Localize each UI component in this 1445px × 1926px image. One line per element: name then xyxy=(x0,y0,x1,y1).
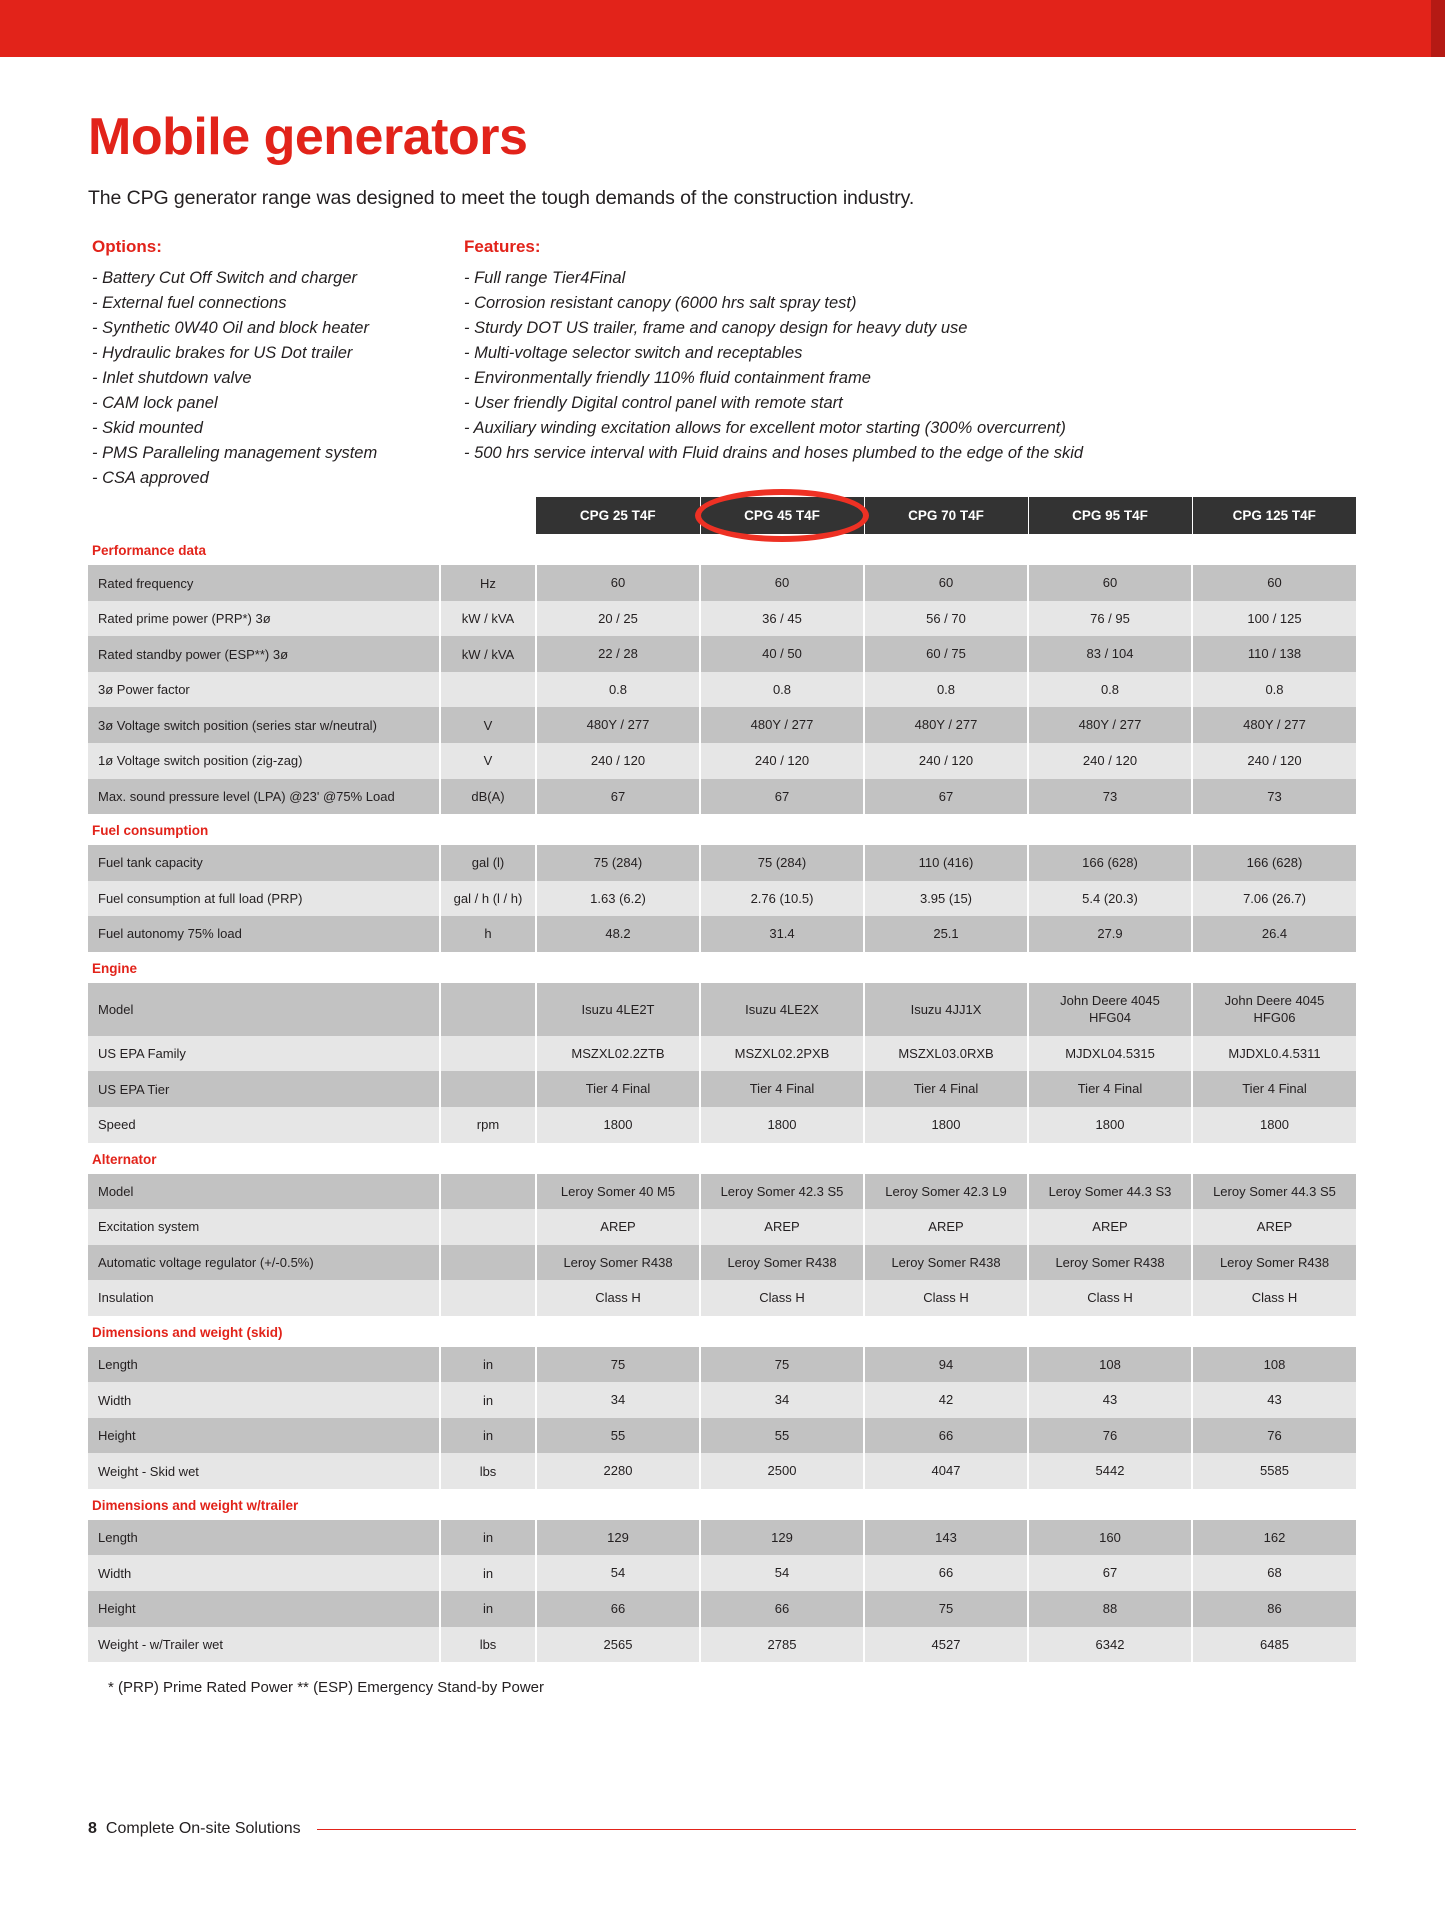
row-unit: in xyxy=(440,1347,536,1383)
row-unit: in xyxy=(440,1555,536,1591)
feature-item: - Sturdy DOT US trailer, frame and canopy design for heavy duty use xyxy=(464,318,968,337)
row-unit: rpm xyxy=(440,1107,536,1143)
table-section-row xyxy=(88,1489,1356,1520)
row-label: 3ø Power factor xyxy=(88,672,440,708)
row-value: MSZXL03.0RXB xyxy=(864,1036,1028,1072)
table-row xyxy=(88,1418,1356,1454)
feature-item: - Auxiliary winding excitation allows for excellent motor starting (300% overcurrent) xyxy=(464,419,1066,438)
row-value: 68 xyxy=(1192,1555,1356,1591)
row-value: Leroy Somer 44.3 S3 xyxy=(1028,1174,1192,1210)
row-label: Excitation system xyxy=(88,1209,440,1245)
row-value: 129 xyxy=(536,1520,700,1556)
row-label: Height xyxy=(88,1591,440,1627)
row-value: 0.8 xyxy=(1192,672,1356,708)
model-column-header: CPG 95 T4F xyxy=(1028,497,1192,534)
row-value: 1800 xyxy=(1192,1107,1356,1143)
feature-item: - 500 hrs service interval with Fluid drains and hoses plumbed to the edge of the skid xyxy=(464,444,1084,463)
row-value: 162 xyxy=(1192,1520,1356,1556)
row-value: AREP xyxy=(1192,1209,1356,1245)
row-label: 3ø Voltage switch position (series star w/neutral) xyxy=(88,707,440,743)
row-label: Weight - Skid wet xyxy=(88,1453,440,1489)
table-row xyxy=(88,1347,1356,1383)
row-label: Model xyxy=(88,1174,440,1210)
row-value: 94 xyxy=(864,1347,1028,1383)
row-value: 7.06 (26.7) xyxy=(1192,881,1356,917)
row-unit: lbs xyxy=(440,1627,536,1663)
row-value: AREP xyxy=(1028,1209,1192,1245)
row-value: 86 xyxy=(1192,1591,1356,1627)
row-value: 480Y / 277 xyxy=(700,707,864,743)
row-unit xyxy=(440,983,536,1036)
row-value: 166 (628) xyxy=(1028,845,1192,881)
row-value: 60 xyxy=(536,565,700,601)
row-value: 55 xyxy=(536,1418,700,1454)
row-label: Insulation xyxy=(88,1280,440,1316)
table-row xyxy=(88,1209,1356,1245)
model-column-header: CPG 125 T4F xyxy=(1192,497,1356,534)
model-column-header: CPG 45 T4F xyxy=(700,497,864,534)
row-value: 480Y / 277 xyxy=(864,707,1028,743)
table-row xyxy=(88,601,1356,637)
option-item: - Hydraulic brakes for US Dot trailer xyxy=(92,343,353,362)
row-value: 1.63 (6.2) xyxy=(536,881,700,917)
table-row xyxy=(88,779,1356,815)
row-label: Model xyxy=(88,983,440,1036)
page-number: 8 xyxy=(88,1820,97,1837)
features-column xyxy=(460,237,1340,492)
row-value: Leroy Somer R438 xyxy=(536,1245,700,1281)
row-value: AREP xyxy=(700,1209,864,1245)
row-unit xyxy=(440,1209,536,1245)
row-value: 1800 xyxy=(1028,1107,1192,1143)
row-label: Fuel autonomy 75% load xyxy=(88,916,440,952)
row-label: US EPA Family xyxy=(88,1036,440,1072)
section-label: Dimensions and weight (skid) xyxy=(88,1316,1356,1347)
feature-item: - Full range Tier4Final xyxy=(464,268,626,287)
section-label: Engine xyxy=(88,952,1356,983)
table-row xyxy=(88,1071,1356,1107)
row-value: 60 xyxy=(864,565,1028,601)
row-value: Tier 4 Final xyxy=(864,1071,1028,1107)
row-label: Speed xyxy=(88,1107,440,1143)
row-unit: gal (l) xyxy=(440,845,536,881)
row-value: 67 xyxy=(864,779,1028,815)
row-value: 75 xyxy=(536,1347,700,1383)
row-value: 67 xyxy=(700,779,864,815)
row-unit xyxy=(440,1071,536,1107)
row-unit: kW / kVA xyxy=(440,636,536,672)
row-value: Class H xyxy=(1192,1280,1356,1316)
row-value: 4047 xyxy=(864,1453,1028,1489)
row-value: 240 / 120 xyxy=(1028,743,1192,779)
row-value: 2.76 (10.5) xyxy=(700,881,864,917)
features-heading: Features: xyxy=(464,236,541,256)
table-footnote: * (PRP) Prime Rated Power ** (ESP) Emergency Stand-by Power xyxy=(108,1679,544,1697)
row-value: 240 / 120 xyxy=(700,743,864,779)
row-value: 54 xyxy=(536,1555,700,1591)
row-unit: Hz xyxy=(440,565,536,601)
row-value: 6485 xyxy=(1192,1627,1356,1663)
table-row xyxy=(88,672,1356,708)
row-unit xyxy=(440,672,536,708)
row-label: Width xyxy=(88,1555,440,1591)
row-value: 36 / 45 xyxy=(700,601,864,637)
row-value: 20 / 25 xyxy=(536,601,700,637)
feature-item: - User friendly Digital control panel with remote start xyxy=(464,393,843,412)
table-section-row xyxy=(88,534,1356,565)
row-value: 66 xyxy=(864,1555,1028,1591)
row-value: Leroy Somer R438 xyxy=(700,1245,864,1281)
row-value: 1800 xyxy=(700,1107,864,1143)
row-unit: V xyxy=(440,707,536,743)
section-label: Fuel consumption xyxy=(88,814,1356,845)
row-value: 31.4 xyxy=(700,916,864,952)
table-row xyxy=(88,881,1356,917)
row-value: 73 xyxy=(1192,779,1356,815)
row-value: Class H xyxy=(536,1280,700,1316)
option-item: - External fuel connections xyxy=(92,293,287,312)
row-value: 1800 xyxy=(864,1107,1028,1143)
row-value: 2565 xyxy=(536,1627,700,1663)
row-label: Width xyxy=(88,1382,440,1418)
row-unit: gal / h (l / h) xyxy=(440,881,536,917)
row-value: 2280 xyxy=(536,1453,700,1489)
row-value: 48.2 xyxy=(536,916,700,952)
row-label: 1ø Voltage switch position (zig-zag) xyxy=(88,743,440,779)
row-value: Class H xyxy=(700,1280,864,1316)
table-row xyxy=(88,1280,1356,1316)
row-value: 60 xyxy=(700,565,864,601)
row-value: 42 xyxy=(864,1382,1028,1418)
row-label: Rated frequency xyxy=(88,565,440,601)
features-list xyxy=(460,266,1340,467)
table-row xyxy=(88,707,1356,743)
table-row xyxy=(88,1382,1356,1418)
row-value: Leroy Somer 42.3 S5 xyxy=(700,1174,864,1210)
model-column-header: CPG 70 T4F xyxy=(864,497,1028,534)
row-value: Tier 4 Final xyxy=(700,1071,864,1107)
row-value: 0.8 xyxy=(1028,672,1192,708)
options-list xyxy=(88,266,460,492)
row-value: 27.9 xyxy=(1028,916,1192,952)
table-row xyxy=(88,565,1356,601)
row-value: MJDXL0.4.5311 xyxy=(1192,1036,1356,1072)
row-value: 43 xyxy=(1028,1382,1192,1418)
row-label: Fuel consumption at full load (PRP) xyxy=(88,881,440,917)
row-value: 100 / 125 xyxy=(1192,601,1356,637)
section-label: Dimensions and weight w/trailer xyxy=(88,1489,1356,1520)
row-value: MSZXL02.2PXB xyxy=(700,1036,864,1072)
row-value: 5442 xyxy=(1028,1453,1192,1489)
row-value: 60 xyxy=(1192,565,1356,601)
row-value: 3.95 (15) xyxy=(864,881,1028,917)
row-value: 83 / 104 xyxy=(1028,636,1192,672)
option-item: - Skid mounted xyxy=(92,419,203,438)
section-label: Alternator xyxy=(88,1143,1356,1174)
row-value: 34 xyxy=(700,1382,864,1418)
row-unit: V xyxy=(440,743,536,779)
row-value: 5.4 (20.3) xyxy=(1028,881,1192,917)
row-value: Leroy Somer R438 xyxy=(1192,1245,1356,1281)
option-item: - CAM lock panel xyxy=(92,393,218,412)
table-row xyxy=(88,845,1356,881)
row-value: 67 xyxy=(536,779,700,815)
page-footer xyxy=(88,1820,1356,1838)
row-value: 76 xyxy=(1192,1418,1356,1454)
row-value: Leroy Somer R438 xyxy=(1028,1245,1192,1281)
row-value: Leroy Somer 42.3 L9 xyxy=(864,1174,1028,1210)
row-unit xyxy=(440,1245,536,1281)
table-row xyxy=(88,743,1356,779)
row-value: 56 / 70 xyxy=(864,601,1028,637)
option-item: - Synthetic 0W40 Oil and block heater xyxy=(92,318,369,337)
section-label: Performance data xyxy=(88,534,1356,565)
row-value: Isuzu 4LE2X xyxy=(700,983,864,1036)
table-row xyxy=(88,1591,1356,1627)
row-unit: h xyxy=(440,916,536,952)
row-label: Rated prime power (PRP*) 3ø xyxy=(88,601,440,637)
row-value: 110 / 138 xyxy=(1192,636,1356,672)
row-value: Tier 4 Final xyxy=(1028,1071,1192,1107)
row-value: 0.8 xyxy=(536,672,700,708)
row-value: 75 xyxy=(700,1347,864,1383)
row-value: 26.4 xyxy=(1192,916,1356,952)
table-section-row xyxy=(88,952,1356,983)
options-features-columns xyxy=(88,237,1356,492)
row-value: 143 xyxy=(864,1520,1028,1556)
row-value: 110 (416) xyxy=(864,845,1028,881)
row-value: MJDXL04.5315 xyxy=(1028,1036,1192,1072)
row-value: 76 xyxy=(1028,1418,1192,1454)
header-band xyxy=(0,0,1445,57)
row-value: 240 / 120 xyxy=(864,743,1028,779)
row-value: 75 (284) xyxy=(536,845,700,881)
row-value: 6342 xyxy=(1028,1627,1192,1663)
specification-table xyxy=(88,497,1356,1662)
row-value: Class H xyxy=(1028,1280,1192,1316)
header-blank-unit-cell xyxy=(440,497,536,534)
table-row xyxy=(88,983,1356,1036)
footer-text: Complete On-site Solutions xyxy=(105,1820,301,1837)
row-value: 40 / 50 xyxy=(700,636,864,672)
row-value: Leroy Somer 44.3 S5 xyxy=(1192,1174,1356,1210)
row-value: Tier 4 Final xyxy=(536,1071,700,1107)
row-value: 55 xyxy=(700,1418,864,1454)
row-value: 66 xyxy=(864,1418,1028,1454)
page-content xyxy=(88,110,1356,1696)
row-value: 0.8 xyxy=(864,672,1028,708)
row-unit xyxy=(440,1280,536,1316)
row-value: 160 xyxy=(1028,1520,1192,1556)
row-label: Max. sound pressure level (LPA) @23' @75% Load xyxy=(88,779,440,815)
model-column-header: CPG 25 T4F xyxy=(536,497,700,534)
options-column xyxy=(88,237,460,492)
table-row xyxy=(88,1174,1356,1210)
row-label: US EPA Tier xyxy=(88,1071,440,1107)
row-value: 1800 xyxy=(536,1107,700,1143)
row-label: Fuel tank capacity xyxy=(88,845,440,881)
page-title: Mobile generators xyxy=(88,108,528,166)
row-value: 66 xyxy=(536,1591,700,1627)
row-value: 25.1 xyxy=(864,916,1028,952)
row-value: 480Y / 277 xyxy=(1192,707,1356,743)
table-header-row xyxy=(88,497,1356,534)
table-row xyxy=(88,1453,1356,1489)
header-blank-cell xyxy=(88,497,440,534)
row-value: 129 xyxy=(700,1520,864,1556)
option-item: - Battery Cut Off Switch and charger xyxy=(92,268,358,287)
table-section-row xyxy=(88,814,1356,845)
spec-table-wrapper xyxy=(88,497,1356,1662)
row-value: 43 xyxy=(1192,1382,1356,1418)
feature-item: - Multi-voltage selector switch and receptables xyxy=(464,343,803,362)
table-row xyxy=(88,636,1356,672)
table-row xyxy=(88,1627,1356,1663)
row-unit: dB(A) xyxy=(440,779,536,815)
row-label: Length xyxy=(88,1520,440,1556)
row-unit: in xyxy=(440,1418,536,1454)
intro-paragraph: The CPG generator range was designed to meet the tough demands of the construction industry. xyxy=(88,186,915,209)
table-row xyxy=(88,1520,1356,1556)
row-value: Isuzu 4JJ1X xyxy=(864,983,1028,1036)
row-value: 4527 xyxy=(864,1627,1028,1663)
row-value: 67 xyxy=(1028,1555,1192,1591)
row-value: 54 xyxy=(700,1555,864,1591)
row-value: 108 xyxy=(1028,1347,1192,1383)
feature-item: - Environmentally friendly 110% fluid containment frame xyxy=(464,368,871,387)
footer-rule xyxy=(317,1829,1356,1830)
header-band-accent xyxy=(1431,0,1445,57)
options-heading: Options: xyxy=(92,236,162,256)
row-value: 0.8 xyxy=(700,672,864,708)
row-label: Rated standby power (ESP**) 3ø xyxy=(88,636,440,672)
table-row xyxy=(88,916,1356,952)
table-row xyxy=(88,1036,1356,1072)
row-value: 480Y / 277 xyxy=(536,707,700,743)
row-unit xyxy=(440,1036,536,1072)
table-row xyxy=(88,1107,1356,1143)
row-value: 66 xyxy=(700,1591,864,1627)
table-section-row xyxy=(88,1316,1356,1347)
feature-item: - Corrosion resistant canopy (6000 hrs salt spray test) xyxy=(464,293,857,312)
row-value: 60 / 75 xyxy=(864,636,1028,672)
row-value: 480Y / 277 xyxy=(1028,707,1192,743)
row-value: Tier 4 Final xyxy=(1192,1071,1356,1107)
row-value: 34 xyxy=(536,1382,700,1418)
row-value: 2785 xyxy=(700,1627,864,1663)
row-value: 108 xyxy=(1192,1347,1356,1383)
row-value: 60 xyxy=(1028,565,1192,601)
option-item: - Inlet shutdown valve xyxy=(92,368,252,387)
row-value: 73 xyxy=(1028,779,1192,815)
table-row xyxy=(88,1555,1356,1591)
row-value: 2500 xyxy=(700,1453,864,1489)
row-unit xyxy=(440,1174,536,1210)
row-value: AREP xyxy=(536,1209,700,1245)
row-label: Length xyxy=(88,1347,440,1383)
row-value: 75 (284) xyxy=(700,845,864,881)
row-label: Weight - w/Trailer wet xyxy=(88,1627,440,1663)
table-row xyxy=(88,1245,1356,1281)
row-value: Leroy Somer 40 M5 xyxy=(536,1174,700,1210)
row-unit: in xyxy=(440,1520,536,1556)
row-label: Automatic voltage regulator (+/-0.5%) xyxy=(88,1245,440,1281)
option-item: - PMS Paralleling management system xyxy=(92,444,378,463)
row-unit: lbs xyxy=(440,1453,536,1489)
row-value: 76 / 95 xyxy=(1028,601,1192,637)
table-section-row xyxy=(88,1143,1356,1174)
row-value: 88 xyxy=(1028,1591,1192,1627)
row-value: 240 / 120 xyxy=(1192,743,1356,779)
row-unit: in xyxy=(440,1591,536,1627)
option-item: - CSA approved xyxy=(92,469,209,488)
row-value: AREP xyxy=(864,1209,1028,1245)
row-unit: kW / kVA xyxy=(440,601,536,637)
row-label: Height xyxy=(88,1418,440,1454)
row-value: 75 xyxy=(864,1591,1028,1627)
row-unit: in xyxy=(440,1382,536,1418)
row-value: MSZXL02.2ZTB xyxy=(536,1036,700,1072)
row-value: Class H xyxy=(864,1280,1028,1316)
row-value: 5585 xyxy=(1192,1453,1356,1489)
row-value: John Deere 4045 HFG04 xyxy=(1028,983,1192,1036)
row-value: 22 / 28 xyxy=(536,636,700,672)
row-value: 240 / 120 xyxy=(536,743,700,779)
row-value: Isuzu 4LE2T xyxy=(536,983,700,1036)
row-value: Leroy Somer R438 xyxy=(864,1245,1028,1281)
row-value: 166 (628) xyxy=(1192,845,1356,881)
row-value: John Deere 4045 HFG06 xyxy=(1192,983,1356,1036)
